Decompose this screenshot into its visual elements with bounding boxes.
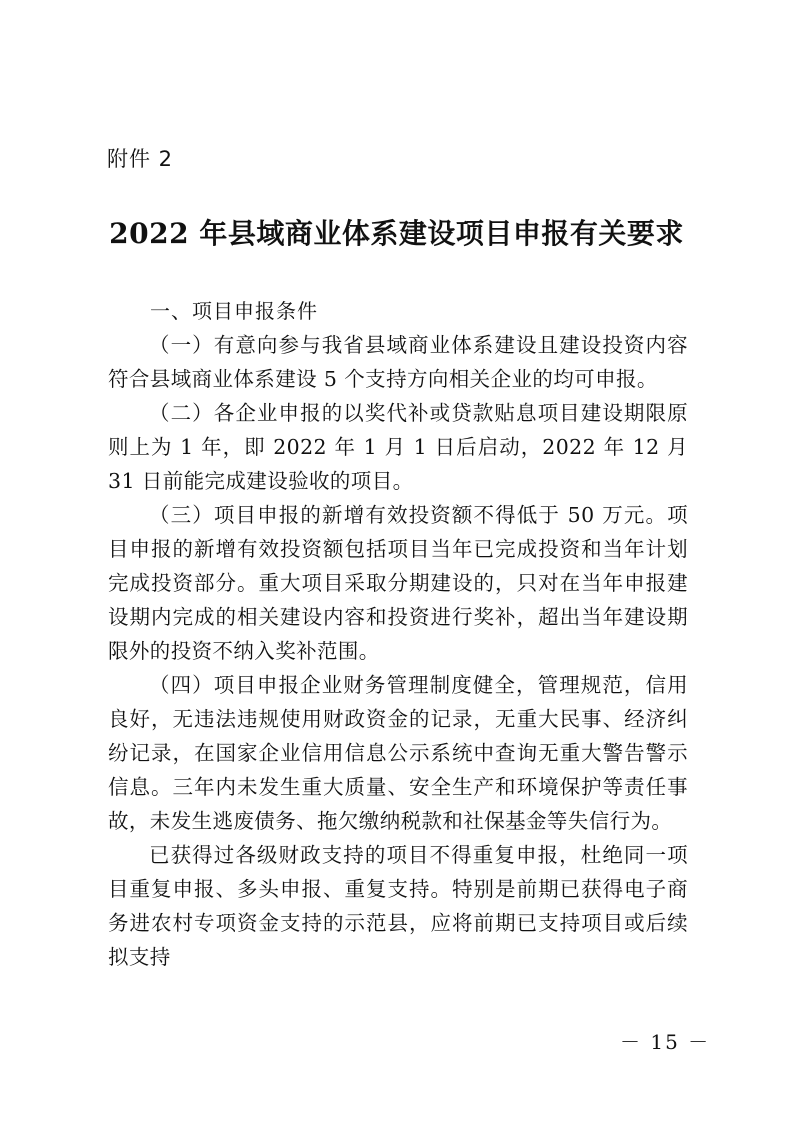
paragraph-no-duplicate: 已获得过各级财政支持的项目不得重复申报，杜绝同一项目重复申报、多头申报、重复支持。特别是前期已获得电子商务进农村专项资金支持的示范县，应将前期已支持项目或后续拟支持 xyxy=(108,843,688,969)
paragraph-condition-1: （一）有意向参与我省县域商业体系建设且建设投资内容符合县域商业体系建设 5 个支持方向相关企业的均可申报。 xyxy=(108,333,688,391)
paragraph-condition-4: （四）项目申报企业财务管理制度健全，管理规范，信用良好，无违法违规使用财政资金的记录，无重大民事、经济纠纷记录，在国家企业信用信息公示系统中查询无重大警告警示信息。三年内未发生重大质量、安全生产和环境保护等责任事故，未发生逃废债务、拖欠缴纳税款和社保基金等失信行为。 xyxy=(108,673,688,833)
paragraph-condition-2: （二）各企业申报的以奖代补或贷款贴息项目建设期限原则上为 1 年，即 2022 年 1 月 1 日后启动，2022 年 12 月 31 日前能完成建设验收的项目。 xyxy=(108,401,688,493)
document-title: 2022 年县域商业体系建设项目申报有关要求 xyxy=(109,217,684,250)
attachment-label: 附件 2 xyxy=(107,147,174,171)
section-heading: 一、项目申报条件 xyxy=(150,299,318,323)
page-number: － 15 － xyxy=(620,1030,711,1054)
document-body xyxy=(108,295,688,974)
paragraph-condition-3: （三）项目申报的新增有效投资额不得低于 50 万元。项目申报的新增有效投资额包括项目当年已完成投资和当年计划完成投资部分。重大项目采取分期建设的，只对在当年申报建设期内完成的相关建设内容和投资进行奖补，超出当年建设期限外的投资不纳入奖补范围。 xyxy=(108,503,688,663)
